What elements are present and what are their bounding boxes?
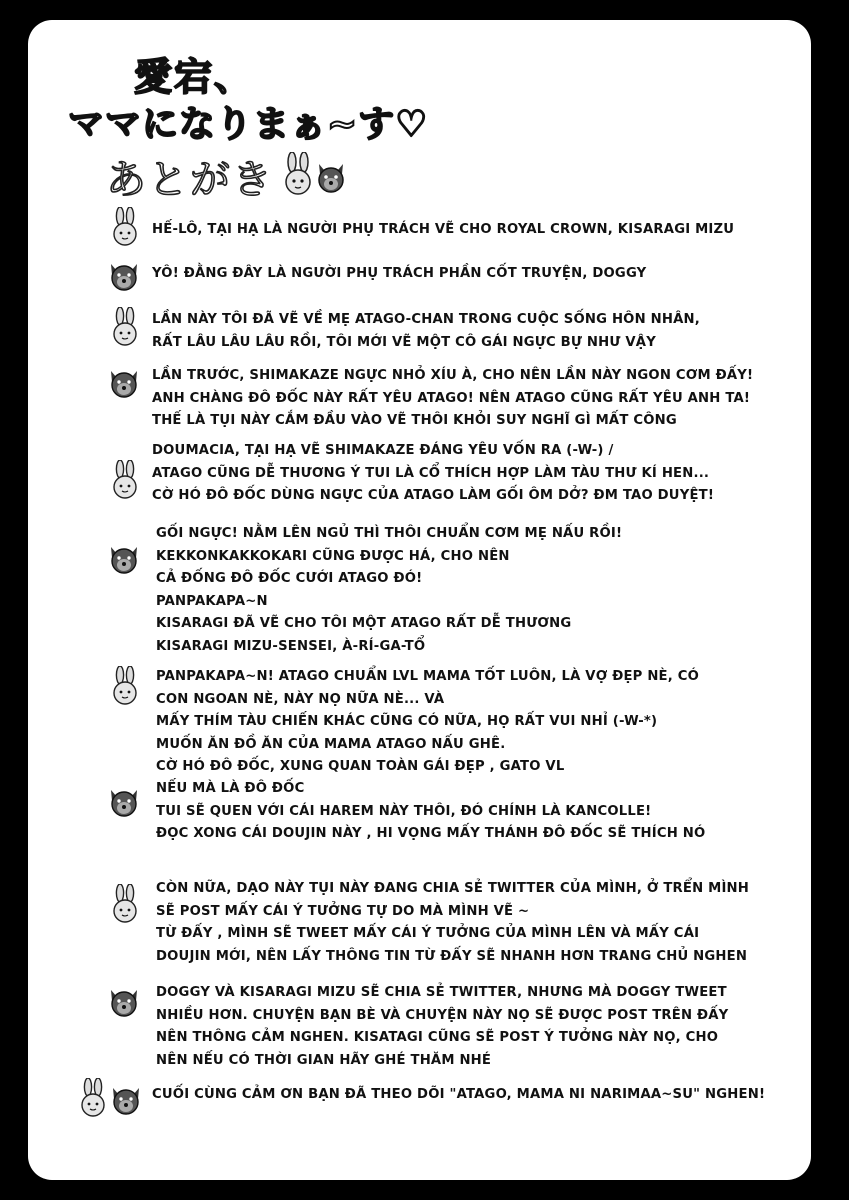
entry-text: PANPAKAPA~N! ATAGO CHUẨN LVL MAMA TỐT LUÔN, LÀ VỢ ĐẸP NÈ, CÓ CON NGOAN NÈ, NÀY NỌ NỮA NÈ... VÀ MẤY THÍM TÀU CHIẾN KHÁC CŨNG CÓ NỮA, HỌ RẤT VUI NHỈ (-W-*) MUỐN ĂN ĐỒ ĂN CỦA MAMA ATAGO NẤU GHÊ. CỜ HÓ ĐÔ ĐỐC, XUNG QUAN TOÀN GÁI ĐẸP , GATO VL bbox=[156, 669, 700, 774]
rabbit-icon bbox=[78, 1078, 108, 1122]
entry-text: CUỐI CÙNG CẢM ƠN BẠN ĐÃ THEO DÕI "ATAGO, MAMA NI NARIMAA~SU" NGHEN! bbox=[152, 1087, 766, 1102]
title-line-2: ママになりまぁ~す♡ bbox=[68, 104, 429, 145]
entry-text: GỐI NGỰC! NẰM LÊN NGỦ THÌ THÔI CHUẨN CƠM MẸ NẤU RỒI! KEKKONKAKKOKARI CŨNG ĐƯỢC HÁ, CHO NÊN CẢ ĐỐNG ĐÔ ĐỐC CƯỚI ATAGO ĐÓ! PANPAKAPA~N KISARAGI ĐÃ VẼ CHO TÔI MỘT ATAGO RẤT DỄ THƯƠNG KISARAGI MIZU-SENSEI, À-RÍ-GA-TỔ bbox=[156, 526, 623, 654]
entry-text: YÔ! ĐẰNG ĐÂY LÀ NGƯỜI PHỤ TRÁCH PHẦN CỐT TRUYỆN, DOGGY bbox=[152, 266, 647, 281]
dog-icon bbox=[108, 986, 140, 1022]
afterword-heading: あとがき bbox=[106, 157, 274, 203]
dog-icon bbox=[108, 260, 140, 296]
rabbit-icon bbox=[286, 152, 310, 194]
entry-text: HẾ-LÔ, TẠI HẠ LÀ NGƯỜI PHỤ TRÁCH VẼ CHO ROYAL CROWN, KISARAGI MIZU bbox=[152, 222, 735, 237]
dog-icon bbox=[108, 367, 140, 403]
entry-text: LẦN TRƯỚC, SHIMAKAZE NGỰC NHỎ XÍU À, CHO NÊN LẦN NÀY NGON CƠM ĐẤY! ANH CHÀNG ĐÔ ĐỐC NÀY RẤT YÊU ATAGO! NÊN ATAGO CŨNG RẤT YÊU ANH TA! THẾ LÀ TỤI NÀY CẮM ĐẦU VÀO VẼ THÔI KHỎI SUY NGHĨ GÌ MẤT CÔNG bbox=[152, 368, 754, 428]
entry-text: LẦN NÀY TÔI ĐÃ VẼ VỀ MẸ ATAGO-CHAN TRONG CUỘC SỐNG HÔN NHÂN, RẤT LÂU LÂU LÂU RỒI, TÔI MỚI VẼ MỘT CÔ GÁI NGỰC BỰ NHƯ VẬY bbox=[152, 312, 700, 350]
rabbit-icon bbox=[110, 307, 140, 351]
rabbit-icon bbox=[110, 460, 140, 504]
rabbit-icon bbox=[110, 884, 140, 928]
dog-icon bbox=[319, 164, 343, 192]
header-rabbit-dog-icon bbox=[280, 152, 350, 196]
dog-icon bbox=[108, 786, 140, 822]
entry-text: DOGGY VÀ KISARAGI MIZU SẼ CHIA SẺ TWITTER, NHƯNG MÀ DOGGY TWEET NHIỀU HƠN. CHUYỆN BẠN BÈ VÀ CHUYỆN NÀY NỌ SẼ ĐƯỢC POST TRÊN ĐẤY NÊN THÔNG CẢM NGHEN. KISATAGI CŨNG SẼ POST Ý TƯỞNG NÀY NỌ, CHO NÊN NẾU CÓ THỜI GIAN HÃY GHÉ THĂM NHÉ bbox=[156, 985, 729, 1068]
dog-icon bbox=[110, 1084, 142, 1120]
entry-text: CÒN NỮA, DẠO NÀY TỤI NÀY ĐANG CHIA SẺ TWITTER CỦA MÌNH, Ở TRỂN MÌNH SẼ POST MẤY CÁI Ý TƯỞNG TỰ DO MÀ MÌNH VẼ ~ TỪ ĐẤY , MÌNH SẼ TWEET MẤY CÁI Ý TƯỞNG CỦA MÌNH LÊN VÀ MẤY CÁI DOUJIN MỚI, NÊN LẤY THÔNG TIN TỪ ĐẤY SẼ NHANH HƠN TRANG CHỦ NGHEN bbox=[156, 881, 750, 964]
rabbit-icon bbox=[110, 666, 140, 710]
afterword-page bbox=[28, 20, 811, 1180]
title-logo bbox=[68, 38, 428, 158]
header-icons bbox=[280, 152, 350, 200]
entry-text: DOUMACIA, TẠI HẠ VẼ SHIMAKAZE ĐÁNG YÊU VỐN RA (-W-) / ATAGO CŨNG DỄ THƯƠNG Ý TUI LÀ CỔ THÍCH HỢP LÀM TÀU THƯ KÍ HEN... CỜ HÓ ĐÔ ĐỐC DÙNG NGỰC CỦA ATAGO LÀM GỐI ÔM DỞ? ĐM TAO DUYỆT! bbox=[152, 443, 715, 503]
dog-icon bbox=[108, 543, 140, 579]
entry-text: NẾU MÀ LÀ ĐÔ ĐỐC TUI SẼ QUEN VỚI CÁI HAREM NÀY THÔI, ĐÓ CHÍNH LÀ KANCOLLE! ĐỌC XONG CÁI DOUJIN NÀY , HI VỌNG MẤY THÁNH ĐÔ ĐỐC SẼ THÍCH NÓ bbox=[156, 781, 706, 841]
title-line-1: 愛宕、 bbox=[134, 55, 255, 99]
rabbit-icon bbox=[110, 207, 140, 251]
